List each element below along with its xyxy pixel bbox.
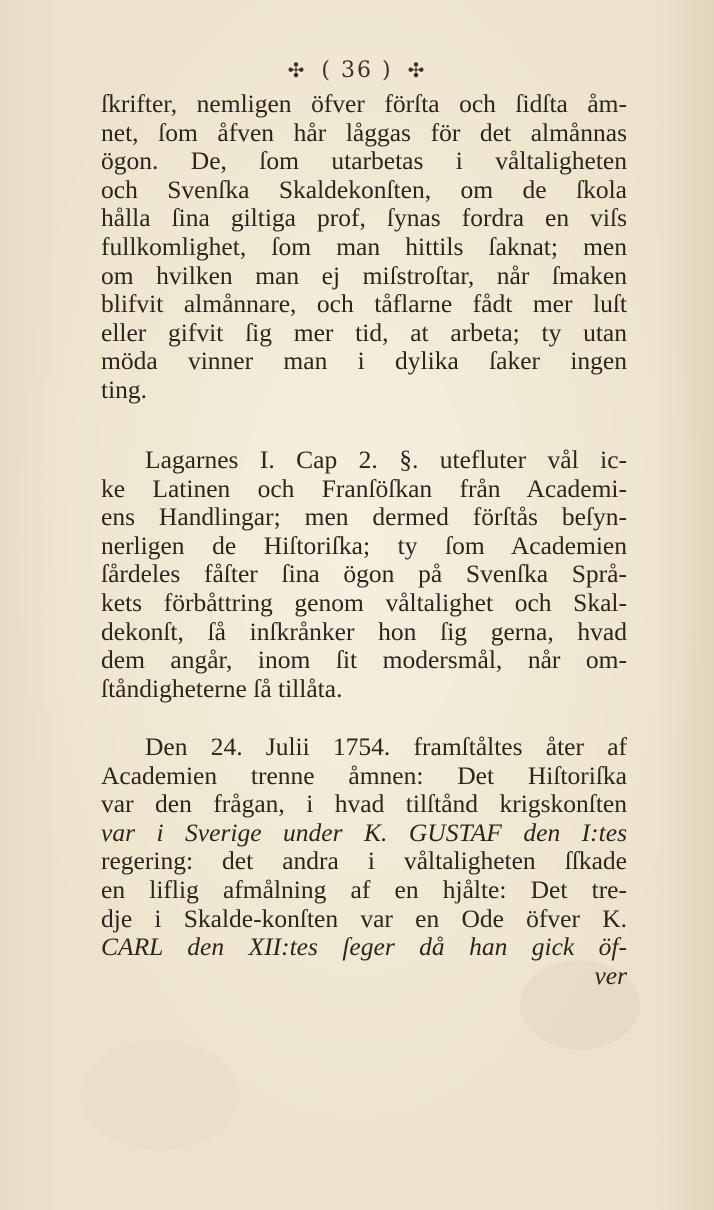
text-line: en liflig afmålning af en hjålte: Det tre- [101,874,627,904]
text-line: CARL den XII:tes ſeger då han gick öf- [101,932,627,962]
text-line: ke Latinen och Franſöſkan från Academi- [101,473,627,503]
text-line: möda vinner man i dylika ſaker ingen [101,346,627,376]
text-line: dekonſt, ſå inſkrånker hon ſig gerna, hvad [101,616,627,646]
text-line: fullkomlighet, ſom man hittils ſaknat; men [101,231,627,261]
paragraph-3 [101,733,627,990]
text-line: ſtåndigheterne ſå tillåta. [101,673,343,703]
text-line: nerligen de Hiſtoriſka; ty ſom Academien [101,530,627,560]
text-line: ſkrifter, nemligen öfver förſta och ſidſta åm- [101,89,627,118]
paragraph-1 [101,90,627,405]
page-number: ( 36 ) [321,58,393,83]
page-header [0,58,714,83]
text-line: ſårdeles fåſter ſina ögon på Svenſka Språ- [101,559,627,589]
text-line: var den frågan, i hvad tilſtånd krigskonſten [101,789,627,819]
text-line: dje i Skalde-konſten var en Ode öfver K. [101,903,627,933]
ornament-right-icon: ✣ [407,58,427,82]
text-line: ens Handlingar; men dermed förſtås beſyn- [101,502,627,532]
text-line: hålla ſina giltiga prof, ſynas fordra en viſs [101,203,627,233]
text-line: eller gifvit ſig mer tid, at arbeta; ty utan [101,317,627,347]
text-line: Den 24. Julii 1754. framſtåltes åter af [145,732,627,761]
text-line: om hvilken man ej miſstroſtar, når ſmaken [101,260,627,290]
paragraph-2 [101,446,627,703]
text-line: och Svenſka Skaldekonſten, om de ſkola [101,174,627,204]
text-line: ögon. De, ſom utarbetas i våltaligheten [101,146,627,176]
text-line: blifvit almånnare, och tåflarne fådt mer luſt [101,289,627,319]
text-line: Academien trenne åmnen: Det Hiſtoriſka [101,760,627,790]
text-line: kets förbåttring genom våltalighet och Skal- [101,587,627,617]
text-line: dem angår, inom ſit modersmål, når om- [101,645,627,675]
text-line: ting. [101,374,148,404]
text-line: var i Sverige under K. GUSTAF den I:tes [101,817,627,847]
paper-stain [80,1040,240,1150]
catchword: ver [594,960,627,990]
text-line: net, ſom åfven hår låggas för det almånnas [101,117,627,147]
text-line: regering: det andra i våltaligheten ſſkade [101,846,627,876]
ornament-left-icon: ✣ [287,58,307,82]
text-line: Lagarnes I. Cap 2. §. utefluter vål ic- [145,445,627,474]
